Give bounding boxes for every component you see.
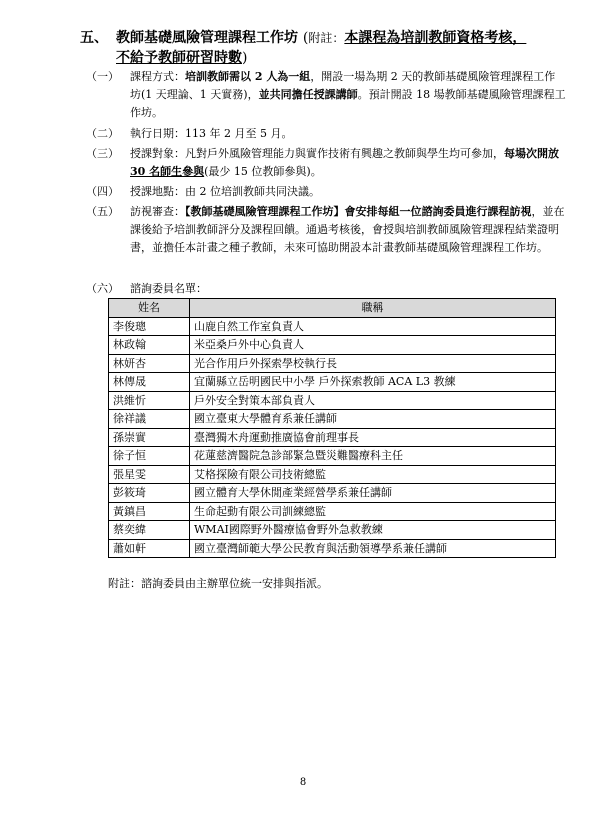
table-row — [109, 317, 556, 336]
member-title: 戶外安全對策本部負責人 — [190, 391, 556, 410]
item-marker: （六） — [86, 282, 119, 295]
heading-note-text-1: 本課程為培訓教師資格考核， — [344, 30, 527, 46]
member-title: 生命起動有限公司訓練總監 — [190, 502, 556, 521]
member-name: 李俊璁 — [109, 317, 190, 336]
item-execution-date — [86, 125, 566, 143]
member-title: WMAI國際野外醫療協會野外急救教練 — [190, 521, 556, 540]
item-marker: （一） — [86, 70, 119, 83]
section-heading: 五、 教師基礎風險管理課程工作坊 (附註：本課程為培訓教師資格考核， 不給予教師研習時數) — [80, 30, 527, 66]
member-title: 光合作用戶外探索學校執行長 — [190, 354, 556, 373]
member-name: 張星雯 — [109, 465, 190, 484]
member-name: 彭筱琦 — [109, 484, 190, 503]
item-text: 執行日期：113 年 2 月至 5 月。 — [130, 127, 293, 140]
member-title: 山鹿自然工作室負責人 — [190, 317, 556, 336]
member-name: 林妍杏 — [109, 354, 190, 373]
member-name: 徐子恒 — [109, 447, 190, 466]
member-title: 臺灣獨木舟運動推廣協會前理事長 — [190, 428, 556, 447]
table-row — [109, 336, 556, 355]
item-marker: （二） — [86, 127, 119, 140]
member-name: 蕭如軒 — [109, 539, 190, 558]
item-label: 課程方式： — [130, 70, 185, 83]
committee-table — [108, 298, 556, 558]
footnote: 附註：諮詢委員由主辦單位統一安排與指派。 — [108, 577, 328, 590]
member-title: 花蓮慈濟醫院急診部緊急暨災難醫療科主任 — [190, 447, 556, 466]
table-row — [109, 354, 556, 373]
member-name: 徐祥議 — [109, 410, 190, 429]
item-marker: （四） — [86, 185, 119, 198]
item-text: ，並在課後給予培訓教師評分及課程回饋。通過考核後，會授與培訓教師風險管理課程結業證明書，並擔任本計畫之種子教師，未來可協助開設本計畫教師基礎風險管理課程工作坊。 — [130, 205, 565, 254]
table-header-row — [109, 299, 556, 318]
item-bold-text: 培訓教師需以 2 人為一組 — [185, 70, 311, 83]
member-name: 黃鎮昌 — [109, 502, 190, 521]
item-bold-text: 【教師基礎風險管理課程工作坊】會安排每組一位諮詢委員進行課程訪視 — [185, 205, 532, 218]
item-text: 授課地點：由 2 位培訓教師共同決議。 — [130, 185, 320, 198]
member-title: 國立體育大學休閒產業經營學系兼任講師 — [190, 484, 556, 503]
member-name: 洪維忻 — [109, 391, 190, 410]
page-number: 8 — [299, 777, 307, 788]
member-title: 米亞桑戶外中心負責人 — [190, 336, 556, 355]
table-row — [109, 410, 556, 429]
member-name: 林傳晟 — [109, 373, 190, 392]
item-text: (最少 15 位教師參與)。 — [204, 165, 322, 178]
member-name: 孫崇實 — [109, 428, 190, 447]
heading-note-text-2: 不給予教師研習時數 — [116, 50, 242, 66]
item-audience — [86, 145, 566, 181]
table-row — [109, 465, 556, 484]
member-title: 國立臺灣師範大學公民教育與活動領導學系兼任講師 — [190, 539, 556, 558]
item-text: 。預計開設 18 場教師基礎風險管理課程工作坊。 — [130, 88, 566, 119]
column-header-name: 姓名 — [109, 299, 190, 318]
item-location — [86, 183, 566, 201]
item-review — [86, 203, 566, 257]
table-row — [109, 484, 556, 503]
item-text: 授課對象：凡對戶外風險管理能力與實作技術有興趣之教師與學生均可參加， — [130, 147, 504, 160]
item-text: ，開設一場為期 2 天的教師基礎風險管理課程工作坊(1 天理論、1 天實務)， — [130, 70, 556, 101]
column-header-title: 職稱 — [190, 299, 556, 318]
table-row — [109, 373, 556, 392]
table-row — [109, 539, 556, 558]
item-bold-text: 每場次開放 — [504, 147, 559, 160]
table-row — [109, 521, 556, 540]
section-number: 五、 — [80, 30, 108, 46]
member-title: 國立臺東大學體育系兼任講師 — [190, 410, 556, 429]
member-name: 蔡奕緯 — [109, 521, 190, 540]
table-row — [109, 447, 556, 466]
table-row — [109, 391, 556, 410]
section-title: 教師基礎風險管理課程工作坊 — [116, 30, 298, 46]
member-name: 林政翰 — [109, 336, 190, 355]
member-title: 宜蘭縣立岳明國民中小學 戶外探索教師 ACA L3 教練 — [190, 373, 556, 392]
committee-table-body — [109, 317, 556, 558]
table-row — [109, 502, 556, 521]
item-committee-list — [86, 280, 566, 298]
item-bold-underlined-text: 30 名師生參與 — [130, 165, 205, 178]
member-title: 艾格探險有限公司技術總監 — [190, 465, 556, 484]
item-marker: （五） — [86, 205, 119, 218]
item-text: 訪視審查： — [130, 205, 185, 218]
item-course-method — [86, 68, 566, 122]
table-row — [109, 428, 556, 447]
item-bold-text: 並共同擔任授課講師 — [258, 88, 358, 101]
item-text: 諮詢委員名單： — [130, 282, 207, 295]
item-marker: （三） — [86, 147, 119, 160]
heading-note-label: 附註： — [308, 31, 345, 45]
